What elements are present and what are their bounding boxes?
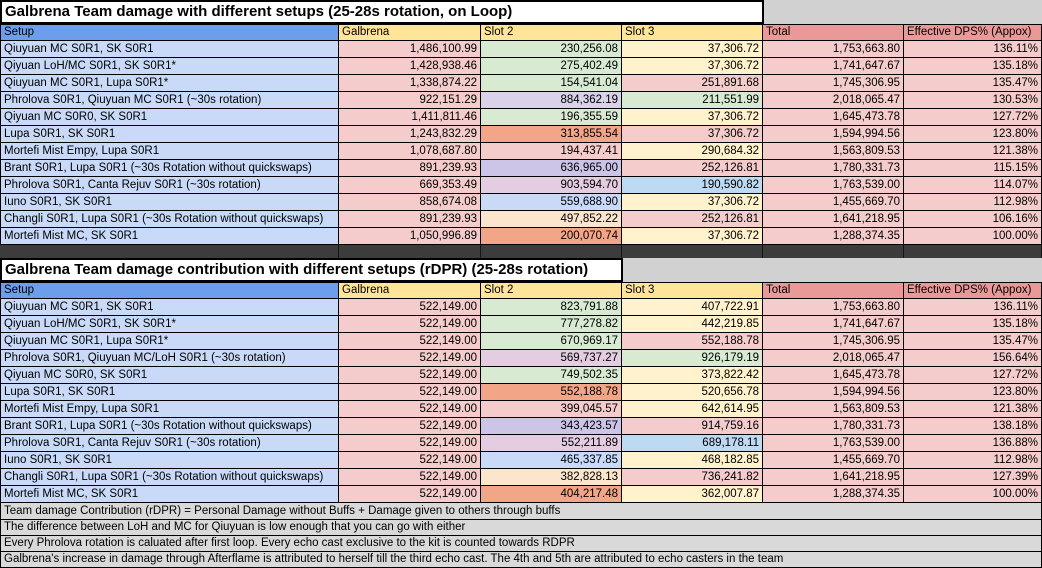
cell-total[interactable]: 1,763,539.00: [763, 435, 904, 452]
cell-setup[interactable]: Phrolova S0R1, Canta Rejuv S0R1 (~30s rotation): [0, 435, 339, 452]
cell-slot2[interactable]: 559,688.90: [481, 194, 622, 211]
footnotes: [0, 503, 1042, 568]
cell-total[interactable]: 1,594,994.56: [763, 384, 904, 401]
cell-galbrena[interactable]: 1,338,874.22: [339, 75, 481, 92]
table1-title[interactable]: Galbrena Team damage with different setups (25-28s rotation, on Loop): [0, 0, 764, 24]
column-header-galbrena[interactable]: Galbrena: [339, 282, 481, 299]
cell-effective-dps[interactable]: 135.18%: [904, 58, 1042, 75]
cell-total[interactable]: 1,594,994.56: [763, 126, 904, 143]
cell-slot3[interactable]: 362,007.87: [622, 486, 763, 503]
cell-effective-dps[interactable]: 121.38%: [904, 143, 1042, 160]
background-filler: [623, 258, 1042, 282]
cell-slot2[interactable]: 497,852.22: [481, 211, 622, 228]
cell-effective-dps[interactable]: 127.72%: [904, 367, 1042, 384]
cell-setup[interactable]: Qiuyuan MC S0R1, SK S0R1: [0, 299, 339, 316]
cell-setup[interactable]: Mortefi Mist MC, SK S0R1: [0, 228, 339, 245]
cell-total[interactable]: 1,745,306.95: [763, 75, 904, 92]
cell-slot3[interactable]: 407,722.91: [622, 299, 763, 316]
cell-slot2[interactable]: 399,045.57: [481, 401, 622, 418]
cell-slot3[interactable]: 642,614.95: [622, 401, 763, 418]
cell-slot3[interactable]: 37,306.72: [622, 109, 763, 126]
cell-effective-dps[interactable]: 114.07%: [904, 177, 1042, 194]
cell-effective-dps[interactable]: 100.00%: [904, 486, 1042, 503]
cell-galbrena[interactable]: 1,411,811.46: [339, 109, 481, 126]
cell-slot2[interactable]: 382,828.13: [481, 469, 622, 486]
cell-setup[interactable]: Qiyuan MC S0R0, SK S0R1: [0, 109, 339, 126]
cell-effective-dps[interactable]: 135.47%: [904, 75, 1042, 92]
cell-total[interactable]: 1,288,374.35: [763, 228, 904, 245]
column-header-slot3[interactable]: Slot 3: [622, 282, 763, 299]
column-header-setup[interactable]: Setup: [0, 24, 339, 41]
cell-setup[interactable]: Mortefi Mist Empy, Lupa S0R1: [0, 143, 339, 160]
cell-slot3[interactable]: 552,188.78: [622, 333, 763, 350]
cell-slot3[interactable]: 251,891.68: [622, 75, 763, 92]
cell-effective-dps[interactable]: 130.53%: [904, 92, 1042, 109]
table1: [0, 24, 1042, 245]
cell-slot3[interactable]: 442,219.85: [622, 316, 763, 333]
cell-slot3[interactable]: 926,179.19: [622, 350, 763, 367]
note-rdpr-definition[interactable]: Team damage Contribution (rDPR) = Personal Damage without Buffs + Damage given to others through buffs: [0, 503, 1042, 520]
cell-setup[interactable]: Phrolova S0R1, Canta Rejuv S0R1 (~30s rotation): [0, 177, 339, 194]
background-filler: [764, 0, 1042, 24]
cell-slot2[interactable]: 749,502.35: [481, 367, 622, 384]
cell-total[interactable]: 1,455,669.70: [763, 194, 904, 211]
cell-effective-dps[interactable]: 136.88%: [904, 435, 1042, 452]
cell-slot3[interactable]: 468,182.85: [622, 452, 763, 469]
cell-slot3[interactable]: 689,178.11: [622, 435, 763, 452]
cell-galbrena[interactable]: 1,486,100.99: [339, 41, 481, 58]
cell-slot2[interactable]: 196,355.59: [481, 109, 622, 126]
cell-slot3[interactable]: 520,656.78: [622, 384, 763, 401]
cell-setup[interactable]: Lupa S0R1, SK S0R1: [0, 126, 339, 143]
cell-slot3[interactable]: 211,551.99: [622, 92, 763, 109]
cell-total[interactable]: 1,563,809.53: [763, 143, 904, 160]
cell-slot2[interactable]: 313,855.54: [481, 126, 622, 143]
cell-slot2[interactable]: 636,965.00: [481, 160, 622, 177]
cell-setup[interactable]: Iuno S0R1, SK S0R1: [0, 452, 339, 469]
cell-slot2[interactable]: 200,070.74: [481, 228, 622, 245]
cell-setup[interactable]: Qiyuan LoH/MC S0R1, SK S0R1*: [0, 316, 339, 333]
cell-setup[interactable]: Changli S0R1, Lupa S0R1 (~30s Rotation without quickswaps): [0, 469, 339, 486]
cell-galbrena[interactable]: 522,149.00: [339, 333, 481, 350]
dark-spacer-row: [0, 245, 1042, 258]
cell-slot3[interactable]: 37,306.72: [622, 58, 763, 75]
cell-slot2[interactable]: 194,437.41: [481, 143, 622, 160]
cell-setup[interactable]: Brant S0R1, Lupa S0R1 (~30s Rotation without quickswaps): [0, 160, 339, 177]
cell-slot2[interactable]: 404,217.48: [481, 486, 622, 503]
cell-slot2[interactable]: 903,594.70: [481, 177, 622, 194]
cell-setup[interactable]: Iuno S0R1, SK S0R1: [0, 194, 339, 211]
cell-total[interactable]: 1,641,218.95: [763, 469, 904, 486]
cell-effective-dps[interactable]: 138.18%: [904, 418, 1042, 435]
cell-total[interactable]: 1,455,669.70: [763, 452, 904, 469]
cell-galbrena[interactable]: 522,149.00: [339, 469, 481, 486]
cell-slot3[interactable]: 37,306.72: [622, 41, 763, 58]
cell-galbrena[interactable]: 522,149.00: [339, 486, 481, 503]
cell-slot2[interactable]: 552,211.89: [481, 435, 622, 452]
cell-galbrena[interactable]: 522,149.00: [339, 384, 481, 401]
cell-effective-dps[interactable]: 123.80%: [904, 384, 1042, 401]
cell-setup[interactable]: Qiyuan LoH/MC S0R1, SK S0R1*: [0, 58, 339, 75]
cell-setup[interactable]: Lupa S0R1, SK S0R1: [0, 384, 339, 401]
cell-galbrena[interactable]: 522,149.00: [339, 452, 481, 469]
cell-slot2[interactable]: 569,737.27: [481, 350, 622, 367]
cell-effective-dps[interactable]: 156.64%: [904, 350, 1042, 367]
cell-setup[interactable]: Brant S0R1, Lupa S0R1 (~30s Rotation without quickswaps): [0, 418, 339, 435]
column-header-total[interactable]: Total: [763, 282, 904, 299]
cell-setup[interactable]: Mortefi Mist MC, SK S0R1: [0, 486, 339, 503]
cell-slot3[interactable]: 190,590.82: [622, 177, 763, 194]
cell-slot2[interactable]: 552,188.78: [481, 384, 622, 401]
cell-slot3[interactable]: 252,126.81: [622, 160, 763, 177]
column-header-total[interactable]: Total: [763, 24, 904, 41]
cell-slot3[interactable]: 373,822.42: [622, 367, 763, 384]
cell-galbrena[interactable]: 1,078,687.80: [339, 143, 481, 160]
cell-slot3[interactable]: 252,126.81: [622, 211, 763, 228]
note-afterflame-attribution[interactable]: Galbrena's increase in damage through Afterflame is attributed to herself till the third echo cast. The 4th and 5th are attributed to echo casters in the team: [0, 552, 1042, 568]
cell-galbrena[interactable]: 858,674.08: [339, 194, 481, 211]
column-header-galbrena[interactable]: Galbrena: [339, 24, 481, 41]
cell-slot2[interactable]: 823,791.88: [481, 299, 622, 316]
cell-setup[interactable]: Mortefi Mist Empy, Lupa S0R1: [0, 401, 339, 418]
cell-total[interactable]: 1,288,374.35: [763, 486, 904, 503]
cell-total[interactable]: 1,741,647.67: [763, 316, 904, 333]
cell-effective-dps[interactable]: 135.47%: [904, 333, 1042, 350]
cell-total[interactable]: 1,780,331.73: [763, 160, 904, 177]
cell-slot2[interactable]: 343,423.57: [481, 418, 622, 435]
cell-slot2[interactable]: 884,362.19: [481, 92, 622, 109]
column-header-slot2[interactable]: Slot 2: [481, 24, 622, 41]
cell-total[interactable]: 1,741,647.67: [763, 58, 904, 75]
cell-galbrena[interactable]: 891,239.93: [339, 211, 481, 228]
note-loh-vs-mc[interactable]: The difference between LoH and MC for Qiuyuan is low enough that you can go with either: [0, 520, 1042, 536]
table2-title-band: [0, 258, 1042, 282]
cell-slot2[interactable]: 275,402.49: [481, 58, 622, 75]
cell-slot3[interactable]: 914,759.16: [622, 418, 763, 435]
cell-setup[interactable]: Qiuyuan MC S0R1, Lupa S0R1*: [0, 75, 339, 92]
cell-galbrena[interactable]: 522,149.00: [339, 367, 481, 384]
cell-galbrena[interactable]: 1,050,996.89: [339, 228, 481, 245]
cell-galbrena[interactable]: 922,151.29: [339, 92, 481, 109]
cell-slot3[interactable]: 37,306.72: [622, 228, 763, 245]
cell-setup[interactable]: Changli S0R1, Lupa S0R1 (~30s Rotation without quickswaps): [0, 211, 339, 228]
cell-effective-dps[interactable]: 106.16%: [904, 211, 1042, 228]
cell-total[interactable]: 1,763,539.00: [763, 177, 904, 194]
column-header-setup[interactable]: Setup: [0, 282, 339, 299]
cell-effective-dps[interactable]: 135.18%: [904, 316, 1042, 333]
cell-galbrena[interactable]: 522,149.00: [339, 316, 481, 333]
cell-setup[interactable]: Qiyuan MC S0R0, SK S0R1: [0, 367, 339, 384]
cell-effective-dps[interactable]: 127.39%: [904, 469, 1042, 486]
cell-total[interactable]: 1,641,218.95: [763, 211, 904, 228]
cell-total[interactable]: 2,018,065.47: [763, 350, 904, 367]
cell-total[interactable]: 2,018,065.47: [763, 92, 904, 109]
column-header-effective-dps[interactable]: Effective DPS% (Appox): [904, 282, 1042, 299]
cell-total[interactable]: 1,753,663.80: [763, 299, 904, 316]
cell-effective-dps[interactable]: 115.15%: [904, 160, 1042, 177]
cell-effective-dps[interactable]: 112.98%: [904, 194, 1042, 211]
cell-total[interactable]: 1,753,663.80: [763, 41, 904, 58]
cell-slot2[interactable]: 670,969.17: [481, 333, 622, 350]
table2: [0, 282, 1042, 503]
cell-total[interactable]: 1,745,306.95: [763, 333, 904, 350]
table2-title[interactable]: Galbrena Team damage contribution with different setups (rDPR) (25-28s rotation): [0, 258, 623, 282]
cell-galbrena[interactable]: 522,149.00: [339, 435, 481, 452]
cell-effective-dps[interactable]: 121.38%: [904, 401, 1042, 418]
column-header-slot3[interactable]: Slot 3: [622, 24, 763, 41]
cell-galbrena[interactable]: 522,149.00: [339, 299, 481, 316]
cell-effective-dps[interactable]: 112.98%: [904, 452, 1042, 469]
cell-slot3[interactable]: 37,306.72: [622, 194, 763, 211]
cell-setup[interactable]: Phrolova S0R1, Qiuyuan MC S0R1 (~30s rotation): [0, 92, 339, 109]
cell-slot2[interactable]: 154,541.04: [481, 75, 622, 92]
cell-galbrena[interactable]: 522,149.00: [339, 401, 481, 418]
cell-galbrena[interactable]: 1,243,832.29: [339, 126, 481, 143]
table1-title-band: [0, 0, 1042, 24]
cell-slot3[interactable]: 37,306.72: [622, 126, 763, 143]
cell-slot2[interactable]: 230,256.08: [481, 41, 622, 58]
column-header-slot2[interactable]: Slot 2: [481, 282, 622, 299]
cell-setup[interactable]: Qiuyuan MC S0R1, SK S0R1: [0, 41, 339, 58]
cell-slot2[interactable]: 465,337.85: [481, 452, 622, 469]
cell-galbrena[interactable]: 522,149.00: [339, 350, 481, 367]
cell-slot2[interactable]: 777,278.82: [481, 316, 622, 333]
cell-effective-dps[interactable]: 100.00%: [904, 228, 1042, 245]
cell-setup[interactable]: Qiuyuan MC S0R1, Lupa S0R1*: [0, 333, 339, 350]
cell-slot3[interactable]: 736,241.82: [622, 469, 763, 486]
cell-galbrena[interactable]: 1,428,938.46: [339, 58, 481, 75]
cell-total[interactable]: 1,563,809.53: [763, 401, 904, 418]
note-phrolova-rotation[interactable]: Every Phrolova rotation is caluated after first loop. Every echo cast exclusive to the kit is counted towards RDPR: [0, 536, 1042, 552]
cell-effective-dps[interactable]: 136.11%: [904, 41, 1042, 58]
cell-galbrena[interactable]: 522,149.00: [339, 418, 481, 435]
cell-slot3[interactable]: 290,684.32: [622, 143, 763, 160]
cell-effective-dps[interactable]: 127.72%: [904, 109, 1042, 126]
column-header-effective-dps[interactable]: Effective DPS% (Appox): [904, 24, 1042, 41]
cell-galbrena[interactable]: 669,353.49: [339, 177, 481, 194]
cell-effective-dps[interactable]: 123.80%: [904, 126, 1042, 143]
cell-total[interactable]: 1,645,473.78: [763, 109, 904, 126]
cell-total[interactable]: 1,645,473.78: [763, 367, 904, 384]
cell-effective-dps[interactable]: 136.11%: [904, 299, 1042, 316]
cell-total[interactable]: 1,780,331.73: [763, 418, 904, 435]
cell-galbrena[interactable]: 891,239.93: [339, 160, 481, 177]
cell-setup[interactable]: Phrolova S0R1, Qiuyuan MC/LoH S0R1 (~30s rotation): [0, 350, 339, 367]
